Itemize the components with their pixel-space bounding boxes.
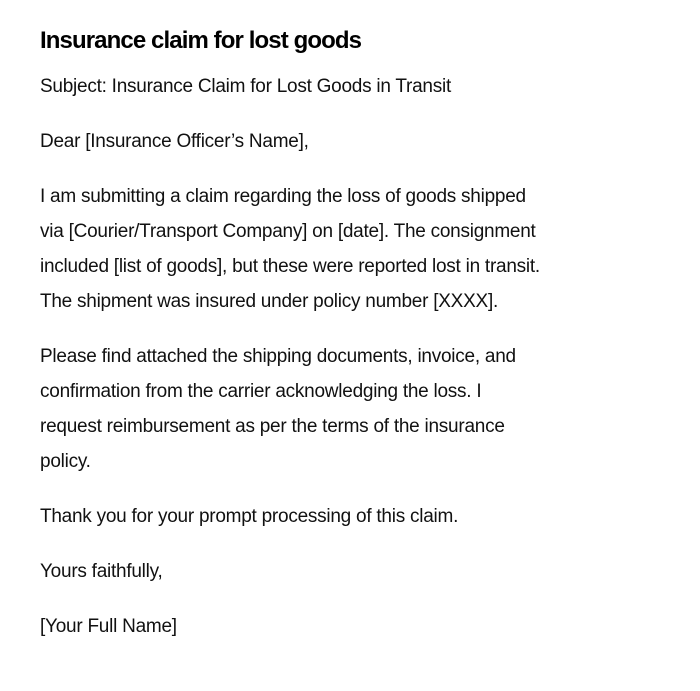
text-line: I am submitting a claim regarding the loss of goods shipped bbox=[40, 186, 526, 207]
text-line: Please find attached the shipping documents, invoice, and bbox=[40, 346, 516, 367]
text-line: via [Courier/Transport Company] on [date]. The consignment bbox=[40, 221, 536, 242]
document-title: Insurance claim for lost goods bbox=[40, 27, 362, 54]
body-paragraph-attachments bbox=[40, 339, 660, 479]
signature-line: [Your Full Name] bbox=[40, 616, 177, 637]
text-line: confirmation from the carrier acknowledging the loss. I bbox=[40, 381, 482, 402]
text-line: request reimbursement as per the terms of the insurance bbox=[40, 416, 505, 437]
text-line: policy. bbox=[40, 451, 91, 472]
body-paragraph-claim-details bbox=[40, 179, 660, 319]
text-line: The shipment was insured under policy number [XXXX]. bbox=[40, 291, 499, 312]
letter-document bbox=[40, 24, 660, 664]
subject-line: Subject: Insurance Claim for Lost Goods in Transit bbox=[40, 76, 451, 97]
text-line: included [list of goods], but these were reported lost in transit. bbox=[40, 256, 540, 277]
thanks-line: Thank you for your prompt processing of this claim. bbox=[40, 506, 459, 527]
salutation: Dear [Insurance Officer’s Name], bbox=[40, 131, 309, 152]
closing-line: Yours faithfully, bbox=[40, 561, 163, 582]
